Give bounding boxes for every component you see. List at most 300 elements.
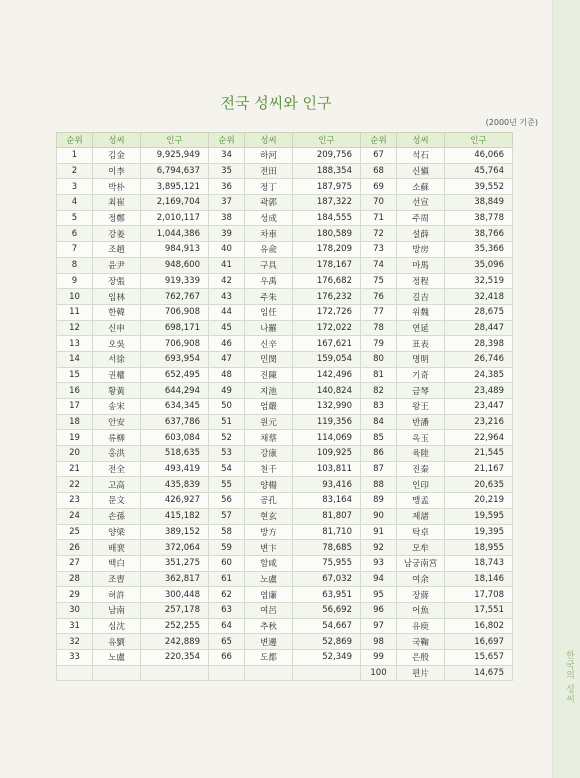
surname-cell: 전田 [245,163,293,179]
surname-cell: 천千 [245,461,293,477]
surname-cell: 곽郭 [245,195,293,211]
surname-cell: 류柳 [93,430,141,446]
rank-cell: 91 [361,524,397,540]
surname-cell: 위魏 [397,304,445,320]
surname-cell: 표表 [397,336,445,352]
surname-cell: 김金 [93,148,141,164]
population-cell: 23,447 [445,399,513,415]
surname-cell: 장張 [93,273,141,289]
population-cell: 698,171 [141,320,209,336]
table-row [57,148,513,164]
surname-cell: 강姜 [93,226,141,242]
table-row [57,540,513,556]
surname-cell: 배裵 [93,540,141,556]
rank-cell: 42 [209,273,245,289]
population-cell: 17,708 [445,587,513,603]
surname-cell: 정鄭 [93,210,141,226]
population-cell: 24,385 [445,367,513,383]
rank-cell: 20 [57,446,93,462]
population-cell: 15,657 [445,650,513,666]
rank-cell: 4 [57,195,93,211]
population-cell: 351,275 [141,555,209,571]
population-cell: 2,169,704 [141,195,209,211]
population-cell: 1,044,386 [141,226,209,242]
surname-cell: 지池 [245,383,293,399]
population-cell: 103,811 [293,461,361,477]
surname-cell: 주周 [397,210,445,226]
header-rank: 순위 [361,133,397,148]
rank-cell: 44 [209,304,245,320]
table-row [57,257,513,273]
rank-cell: 93 [361,555,397,571]
table-row [57,650,513,666]
population-cell: 180,589 [293,226,361,242]
population-cell: 83,164 [293,493,361,509]
population-cell: 81,807 [293,508,361,524]
population-cell: 17,551 [445,602,513,618]
table-row [57,242,513,258]
surname-cell: 모牟 [397,540,445,556]
surname-cell: 서徐 [93,351,141,367]
population-cell: 26,746 [445,351,513,367]
population-cell: 362,817 [141,571,209,587]
surname-cell: 여余 [397,571,445,587]
population-cell: 172,726 [293,304,361,320]
surname-cell: 노盧 [93,650,141,666]
surname-cell: 노盧 [245,571,293,587]
population-cell: 78,685 [293,540,361,556]
population-cell: 18,955 [445,540,513,556]
surname-cell: 어魚 [397,602,445,618]
rank-cell: 99 [361,650,397,666]
surname-cell: 허許 [93,587,141,603]
table-row [57,195,513,211]
rank-cell: 74 [361,257,397,273]
rank-cell: 77 [361,304,397,320]
header-population: 인구 [445,133,513,148]
surname-cell: 심沈 [93,618,141,634]
surname-cell: 육陸 [397,446,445,462]
population-cell: 518,635 [141,446,209,462]
rank-cell: 60 [209,555,245,571]
table-row [57,383,513,399]
rank-cell: 69 [361,179,397,195]
population-cell: 35,366 [445,242,513,258]
rank-cell: 100 [361,665,397,681]
rank-cell: 23 [57,493,93,509]
population-cell: 3,895,121 [141,179,209,195]
population-cell: 762,767 [141,289,209,305]
population-cell: 300,448 [141,587,209,603]
rank-cell: 29 [57,587,93,603]
population-cell: 426,927 [141,493,209,509]
rank-cell [57,665,93,681]
surname-cell: 안安 [93,414,141,430]
rank-cell: 47 [209,351,245,367]
table-row [57,446,513,462]
rank-cell: 80 [361,351,397,367]
population-cell: 140,824 [293,383,361,399]
population-cell: 184,555 [293,210,361,226]
rank-cell: 86 [361,446,397,462]
table-row [57,618,513,634]
date-note: (2000년 기준) [485,118,538,127]
surname-cell: 탁卓 [397,524,445,540]
population-cell: 706,908 [141,336,209,352]
surname-cell: 신辛 [245,336,293,352]
surname-cell: 오吳 [93,336,141,352]
rank-cell: 27 [57,555,93,571]
rank-cell: 38 [209,210,245,226]
rank-cell: 59 [209,540,245,556]
population-cell: 634,345 [141,399,209,415]
header-rank: 순위 [57,133,93,148]
surname-cell: 장蔣 [397,587,445,603]
surname-cell: 도都 [245,650,293,666]
rank-cell: 17 [57,399,93,415]
surname-cell: 국鞠 [397,634,445,650]
table-row [57,304,513,320]
table-row [57,273,513,289]
population-cell: 22,964 [445,430,513,446]
rank-cell: 16 [57,383,93,399]
population-cell: 21,167 [445,461,513,477]
rank-cell: 67 [361,148,397,164]
rank-cell: 75 [361,273,397,289]
surname-cell: 염廉 [245,587,293,603]
population-cell [293,665,361,681]
surname-cell: 성成 [245,210,293,226]
rank-cell: 15 [57,367,93,383]
population-cell: 209,756 [293,148,361,164]
rank-cell: 68 [361,163,397,179]
rank-cell: 87 [361,461,397,477]
surname-cell: 공孔 [245,493,293,509]
population-cell: 435,839 [141,477,209,493]
rank-cell: 58 [209,524,245,540]
rank-cell: 49 [209,383,245,399]
population-cell: 2,010,117 [141,210,209,226]
rank-cell: 61 [209,571,245,587]
surname-cell: 구具 [245,257,293,273]
rank-cell: 30 [57,602,93,618]
header-surname: 성씨 [93,133,141,148]
surname-cell: 석石 [397,148,445,164]
population-cell: 178,167 [293,257,361,273]
population-cell: 32,519 [445,273,513,289]
table-row [57,430,513,446]
population-cell: 81,710 [293,524,361,540]
population-cell: 706,908 [141,304,209,320]
surname-cell: 양梁 [93,524,141,540]
population-cell: 114,069 [293,430,361,446]
population-cell: 52,869 [293,634,361,650]
table-row [57,351,513,367]
population-cell: 178,209 [293,242,361,258]
population-cell: 132,990 [293,399,361,415]
surname-cell: 고高 [93,477,141,493]
population-cell: 242,889 [141,634,209,650]
surname-cell: 선宣 [397,195,445,211]
table-row [57,555,513,571]
population-cell: 75,955 [293,555,361,571]
rank-cell: 57 [209,508,245,524]
rank-cell: 9 [57,273,93,289]
surname-cell: 설薛 [397,226,445,242]
rank-cell: 97 [361,618,397,634]
surname-cell: 윤尹 [93,257,141,273]
population-cell: 23,489 [445,383,513,399]
header-population: 인구 [141,133,209,148]
surname-cell [93,665,141,681]
table-row [57,508,513,524]
header-population: 인구 [293,133,361,148]
population-cell: 6,794,637 [141,163,209,179]
surname-cell: 옥玉 [397,430,445,446]
surname-cell: 현玄 [245,508,293,524]
rank-cell: 5 [57,210,93,226]
surname-cell: 신申 [93,320,141,336]
rank-cell: 56 [209,493,245,509]
header-rank: 순위 [209,133,245,148]
population-cell: 16,802 [445,618,513,634]
rank-cell: 37 [209,195,245,211]
surname-cell: 여呂 [245,602,293,618]
surname-cell: 편片 [397,665,445,681]
rank-cell: 45 [209,320,245,336]
table-row [57,493,513,509]
population-cell: 39,552 [445,179,513,195]
table-row [57,477,513,493]
table-row [57,367,513,383]
surname-cell: 유兪 [245,242,293,258]
population-cell: 28,398 [445,336,513,352]
surname-cell: 유劉 [93,634,141,650]
rank-cell: 40 [209,242,245,258]
population-cell: 176,682 [293,273,361,289]
population-cell: 644,294 [141,383,209,399]
rank-cell: 46 [209,336,245,352]
population-cell: 637,786 [141,414,209,430]
population-cell: 652,495 [141,367,209,383]
population-cell: 693,954 [141,351,209,367]
surname-cell: 진陳 [245,367,293,383]
rank-cell: 24 [57,508,93,524]
rank-cell: 95 [361,587,397,603]
table-row [57,336,513,352]
population-cell: 142,496 [293,367,361,383]
rank-cell: 81 [361,367,397,383]
population-cell: 32,418 [445,289,513,305]
population-cell: 18,146 [445,571,513,587]
surname-cell: 추秋 [245,618,293,634]
surname-cell [245,665,293,681]
table-row [57,399,513,415]
surname-cell: 정丁 [245,179,293,195]
rank-cell: 6 [57,226,93,242]
population-cell: 20,219 [445,493,513,509]
population-cell: 188,354 [293,163,361,179]
population-cell: 14,675 [445,665,513,681]
surname-cell: 우禹 [245,273,293,289]
surname-cell: 한韓 [93,304,141,320]
rank-cell: 34 [209,148,245,164]
table-row [57,226,513,242]
rank-cell: 8 [57,257,93,273]
rank-cell: 51 [209,414,245,430]
surname-cell: 소蘇 [397,179,445,195]
table-row [57,571,513,587]
population-cell: 46,066 [445,148,513,164]
surname-cell: 변邊 [245,634,293,650]
surname-population-table [56,132,513,681]
table-row [57,289,513,305]
surname-cell: 명明 [397,351,445,367]
surname-cell: 원元 [245,414,293,430]
surname-cell: 방方 [245,524,293,540]
surname-cell: 주朱 [245,289,293,305]
rank-cell: 92 [361,540,397,556]
surname-cell: 진秦 [397,461,445,477]
population-cell: 389,152 [141,524,209,540]
rank-cell: 76 [361,289,397,305]
surname-cell: 하河 [245,148,293,164]
rank-cell: 84 [361,414,397,430]
rank-cell: 14 [57,351,93,367]
rank-cell: 89 [361,493,397,509]
surname-cell: 맹孟 [397,493,445,509]
surname-cell: 기奇 [397,367,445,383]
rank-cell: 26 [57,540,93,556]
surname-cell: 엄嚴 [245,399,293,415]
surname-cell: 금琴 [397,383,445,399]
rank-cell: 31 [57,618,93,634]
population-cell: 109,925 [293,446,361,462]
population-cell: 23,216 [445,414,513,430]
surname-cell: 나羅 [245,320,293,336]
surname-cell: 이李 [93,163,141,179]
rank-cell: 32 [57,634,93,650]
header-surname: 성씨 [245,133,293,148]
surname-cell: 제諸 [397,508,445,524]
page-title: 전국 성씨와 인구 [220,94,332,112]
rank-cell: 50 [209,399,245,415]
population-cell: 38,778 [445,210,513,226]
rank-cell: 7 [57,242,93,258]
surname-cell: 임任 [245,304,293,320]
population-cell: 493,419 [141,461,209,477]
population-cell: 18,743 [445,555,513,571]
surname-cell: 민閔 [245,351,293,367]
surname-cell: 반潘 [397,414,445,430]
rank-cell: 98 [361,634,397,650]
surname-cell: 방房 [397,242,445,258]
surname-cell: 차車 [245,226,293,242]
population-cell [141,665,209,681]
rank-cell: 52 [209,430,245,446]
surname-cell: 양楊 [245,477,293,493]
surname-cell: 전全 [93,461,141,477]
population-cell: 172,022 [293,320,361,336]
rank-cell: 3 [57,179,93,195]
rank-cell: 70 [361,195,397,211]
surname-cell: 채蔡 [245,430,293,446]
rank-cell: 79 [361,336,397,352]
population-cell: 38,849 [445,195,513,211]
rank-cell: 88 [361,477,397,493]
surname-cell: 강康 [245,446,293,462]
population-cell: 9,925,949 [141,148,209,164]
surname-cell: 연延 [397,320,445,336]
population-cell: 603,084 [141,430,209,446]
surname-cell: 정程 [397,273,445,289]
surname-cell: 유庾 [397,618,445,634]
population-cell: 67,032 [293,571,361,587]
surname-cell: 홍洪 [93,446,141,462]
rank-cell: 36 [209,179,245,195]
rank-cell: 62 [209,587,245,603]
surname-cell: 변卞 [245,540,293,556]
table-row [57,461,513,477]
rank-cell: 28 [57,571,93,587]
header-surname: 성씨 [397,133,445,148]
rank-cell: 90 [361,508,397,524]
table-row [57,524,513,540]
rank-cell: 22 [57,477,93,493]
rank-cell: 13 [57,336,93,352]
population-cell: 257,178 [141,602,209,618]
rank-cell: 73 [361,242,397,258]
population-cell: 45,764 [445,163,513,179]
table-row [57,602,513,618]
population-cell: 187,975 [293,179,361,195]
rank-cell: 21 [57,461,93,477]
rank-cell: 12 [57,320,93,336]
rank-cell: 35 [209,163,245,179]
rank-cell: 72 [361,226,397,242]
rank-cell: 66 [209,650,245,666]
surname-cell: 남궁南宮 [397,555,445,571]
surname-cell: 인印 [397,477,445,493]
table-row [57,320,513,336]
surname-cell: 최崔 [93,195,141,211]
rank-cell: 10 [57,289,93,305]
rank-cell [209,665,245,681]
surname-cell: 길吉 [397,289,445,305]
surname-cell: 신愼 [397,163,445,179]
rank-cell: 78 [361,320,397,336]
table-body [57,148,513,681]
rank-cell: 71 [361,210,397,226]
rank-cell: 33 [57,650,93,666]
population-cell: 167,621 [293,336,361,352]
table-row [57,414,513,430]
rank-cell: 19 [57,430,93,446]
rank-cell: 94 [361,571,397,587]
population-cell: 919,339 [141,273,209,289]
population-cell: 176,232 [293,289,361,305]
rank-cell: 18 [57,414,93,430]
rank-cell: 1 [57,148,93,164]
surname-cell: 손孫 [93,508,141,524]
table-row [57,665,513,681]
population-cell: 21,545 [445,446,513,462]
population-cell: 28,447 [445,320,513,336]
surname-cell: 은殷 [397,650,445,666]
population-cell: 54,667 [293,618,361,634]
rank-cell: 2 [57,163,93,179]
rank-cell: 53 [209,446,245,462]
